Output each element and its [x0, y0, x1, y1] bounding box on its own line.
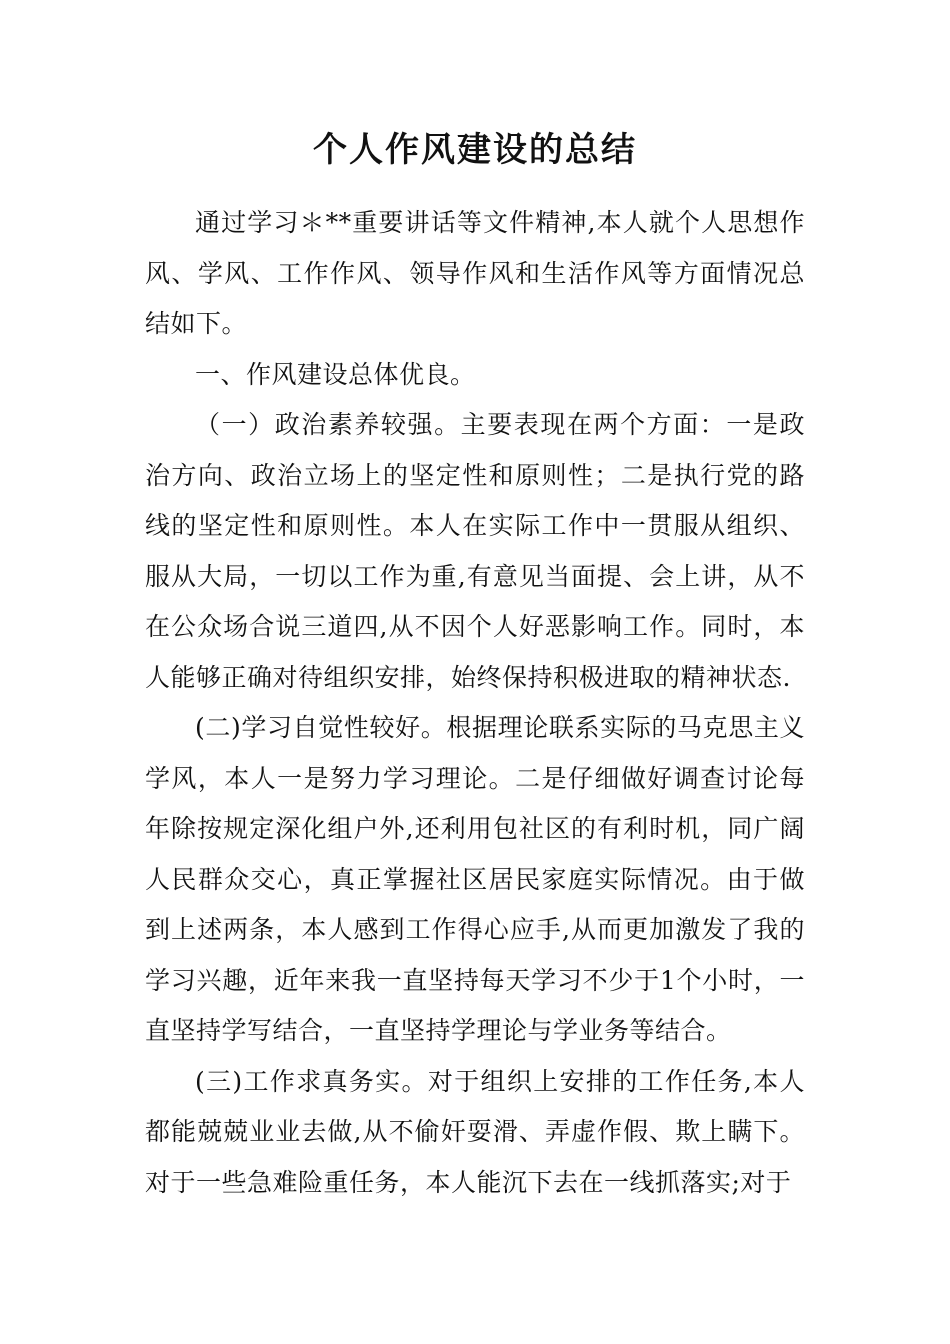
- paragraph-study: (二)学习自觉性较好。根据理论联系实际的马克思主义学风，本人一是努力学习理论。二是仔细做好调查讨论每年除按规定深化组户外,还利用包社区的有利时机，同广阔人民群众交心，真正掌握社区居民家庭实际情况。由于做到上述两条，本人感到工作得心应手,从而更加激发了我的学习兴趣，近年来我一直坚持每天学习不少于1个小时，一直坚持学写结合，一直坚持学理论与学业务等结合。: [145, 713, 805, 1045]
- section-heading-1: 一、作风建设总体优良。: [195, 359, 476, 389]
- paragraph-intro: 通过学习＊**重要讲话等文件精神,本人就个人思想作风、学风、工作作风、领导作风和生活作风等方面情况总结如下。: [145, 208, 805, 338]
- document-title: 个人作风建设的总结: [313, 130, 637, 170]
- document-body: [145, 198, 805, 1208]
- paragraph-political: （一）政治素养较强。主要表现在两个方面：一是政治方向、政治立场上的坚定性和原则性；二是执行党的路线的坚定性和原则性。本人在实际工作中一贯服从组织、服从大局，一切以工作为重,有意见当面提、会上讲，从不在公众场合说三道四,从不因个人好恶影响工作。同时，本人能够正确对待组织安排，始终保持积极进取的精神状态.: [145, 410, 805, 692]
- paragraph-work: (三)工作求真务实。对于组织上安排的工作任务,本人都能兢兢业业去做,从不偷奸耍滑、弄虚作假、欺上瞒下。对于一些急难险重任务，本人能沉下去在一线抓落实;对于: [145, 1066, 805, 1197]
